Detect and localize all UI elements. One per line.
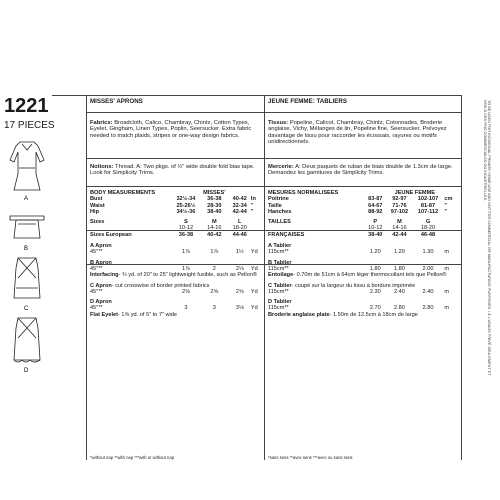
french-measurements [268,190,458,318]
jeune-femme-heading: JEUNE FEMME [394,190,435,196]
table-row: Bust 32½-34 36-38 40-42 In [90,196,256,203]
fabrics-panel [90,120,260,139]
table-row: Entoilage- 0.70m de 51cm à 64cm léger thermocollant tels que Pellon® [268,272,447,279]
view-a-label: A [24,196,29,202]
table-row: Sizes European 36-38 40-42 44-46 [90,231,247,238]
french-footnote: *sans sens **avec sens ***avec ou sans sens [268,455,353,460]
notions-rule [86,186,461,187]
b-apron-heading: B Apron [90,259,112,266]
view-d-drawing [14,318,40,362]
fabrics-text: Broadcloth, Calico, Chambray, Chintz, Cotton Types, Eyelet, Gingham, Linen Types, Poplin, Seersucker. Extra fabric needed to match plaids, stripes or one-way design fabrics. [90,120,252,139]
a-apron-heading: A Apron [90,243,112,250]
table-row: Hanches 88-92 97-102 107-112 " [268,208,447,215]
table-row: Hip 34½-36 38-40 42-44 " [90,208,254,215]
table-row: 115cm** 2.30 2.40 2.40 m [268,288,449,295]
table-row: 115cm** 1.20 1.20 1.30 m [268,249,449,256]
table-row: 45"** 3 3 3⅛ Yd [90,305,258,312]
table-row: Taille 64-67 71-76 81-87 " [268,202,447,209]
table-row: 45"** 1⅞ 2 2⅛ Yd [90,265,258,272]
pieces-count: 17 PIECES [4,120,55,131]
view-d-label: D [24,368,29,374]
english-title: MISSES' APRONS [90,98,143,105]
title-rule [86,112,461,113]
d-tablier-heading: D Tablier [268,299,292,306]
table-row: Sizes S M L [90,219,242,226]
table-row: C Apron- cut crosswise of border printed fabrics [90,282,210,289]
view-b-label: B [24,246,29,252]
a-tablier-heading: A Tablier [268,243,292,250]
notions-text: Thread. A: Two pkgs. of ½" wide double fold bias tape. Look for Simplicity Trims. [90,164,255,177]
d-apron-heading: D Apron [90,299,112,306]
english-title-panel [90,99,260,105]
mercerie-label: Mercerie: [268,164,294,170]
table-row: FRANÇAISES 38-40 42-44 46-48 [268,231,436,238]
table-row: 10-12 14-16 18-20 [178,225,247,232]
table-row: Broderie anglaise plate- 1.50m de 12.5cm à 18cm de large [268,311,418,318]
pattern-number: 1221 [4,95,49,117]
french-title-panel [268,99,458,105]
table-row: Flat Eyelet- 1⅝ yd. of 5" to 7" wide [90,311,177,318]
body-measurements-heading: BODY MEASUREMENTS [90,190,156,196]
table-row: C Tablier- coupé sur la largeur du tissu à bordure imprimée [268,282,416,289]
notions-label: Notions: [90,164,114,170]
table-row: TAILLES P M G [268,219,431,226]
mesures-heading: MESURES NORMALISEES [268,190,339,196]
notions-panel [90,164,260,177]
english-footnote: *without nap **with nap ***with or without nap [90,455,175,460]
table-row: 10-12 14-16 18-20 [368,225,436,232]
center-rule [264,95,265,460]
table-row: 45"** 1⅞ 1⅞ 1½ Yd [90,249,258,256]
table-row: Waist 25-26½ 28-30 32-34 " [90,202,254,209]
tissus-label: Tissus: [268,120,289,126]
mercerie-panel [268,164,458,177]
view-illustrations [4,138,50,388]
misses-heading: MISSES' [203,190,226,196]
view-a-drawing [10,142,44,190]
table-row: 115cm** 1.80 1.80 2.00 m [268,265,449,272]
top-rule [52,95,462,96]
table-row: Interfacing- ¾ yd. of 20" to 25" lightweight fusible, such as Pellon® [90,272,257,279]
view-c-label: C [24,306,29,312]
mercerie-text: A: Deux paquets de ruban de biais double de 1.3cm de large. Demandez les garnitures de Simplicity Trims. [268,164,453,177]
french-title: JEUNE FEMME: TABLIERS [268,98,347,105]
b-tablier-heading: B Tablier [268,259,292,266]
english-measurements [90,190,262,318]
table-row: 115cm** 2.70 2.80 2.80 m [268,305,449,312]
table-row: 45"** 2⅝ 2⅝ 2⅝ Yd [90,288,258,295]
fabrics-rule [86,158,461,159]
view-b-drawing [10,216,44,238]
left-rule [86,95,87,460]
view-c-drawing [14,258,40,298]
tissus-text: Popeline, Calicot, Chambray, Chintz, Cotonnades, Broderie anglaise, Vichy, Mélanges de lin, Popeline fine, Seersucker. Prévoyez davantage de tissu pour raccorder les écossais, rayures ou motifs unidirectionnels. [268,120,447,146]
tissus-panel [268,120,458,146]
table-row: Poitrine 83-87 92-97 102-107 cm [268,196,453,203]
fabrics-label: Fabrics: [90,120,113,126]
side-legal-text: TO BE USED FOR INDIVIDUAL PRIVATE HOME USE AND NOT FOR COMMERCIAL OR MANUFACTURING PURPOSES. / À L'USAGE PRIVÉ SEULEMENT ET NON À DES FINS COMMERCIALES OU INDUSTRIELLES. [482,100,491,376]
